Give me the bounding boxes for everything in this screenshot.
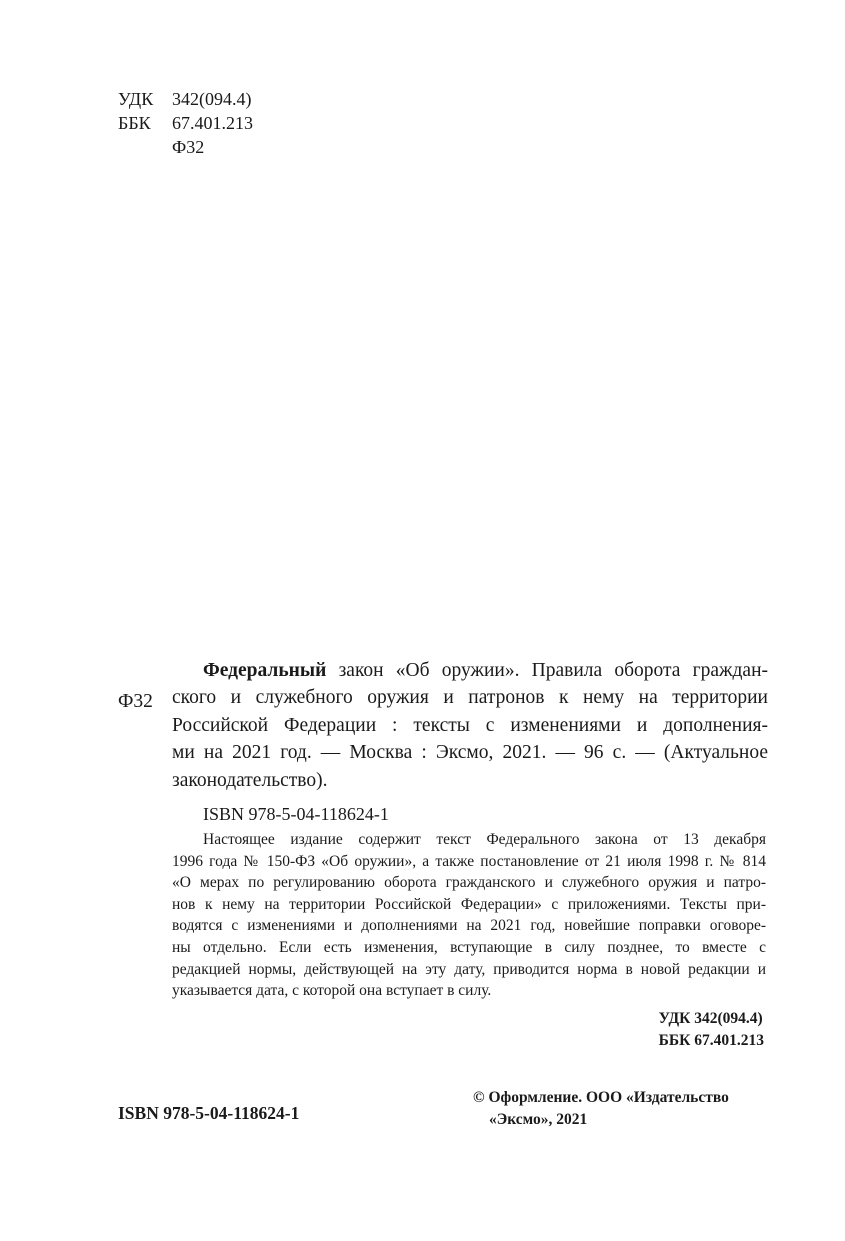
bbk-label: ББК xyxy=(118,113,151,133)
entry-side-mark: Ф32 xyxy=(118,691,153,712)
udk-value: 342(094.4) xyxy=(172,89,252,109)
copyright-line-2: «Эксмо», 2021 xyxy=(489,1111,588,1128)
abstract-line: 1996 года № 150-ФЗ «Об оружии», а также постановление от 21 июля 1998 г. № 814 xyxy=(172,852,766,870)
bbk-code: ББК 67.401.213 xyxy=(658,1031,764,1049)
udk-label: УДК xyxy=(118,89,154,109)
copyright-line-1: © Оформление. ООО «Издательство xyxy=(473,1089,729,1106)
entry-line-1 xyxy=(172,657,768,684)
abstract-line: редакцией нормы, действующей на эту дату, приводится норма в новой редакции и xyxy=(172,960,766,978)
abstract-line: водятся с изменениями и дополнениями на 2021 год, новейшие поправки оговоре- xyxy=(172,917,766,935)
abstract xyxy=(172,829,766,1002)
entry-line-4: ми на 2021 год. — Москва : Эксмо, 2021. — 96 с. — (Актуальное xyxy=(172,742,768,764)
udk-bbk-block xyxy=(659,1008,764,1051)
entry-isbn: ISBN 978-5-04-118624-1 xyxy=(203,804,389,824)
footer-isbn: ISBN 978-5-04-118624-1 xyxy=(118,1103,300,1123)
entry-line-1-rest: закон «Об оружии». Правила оборота граждан- xyxy=(338,660,769,681)
bbk-header-line xyxy=(118,111,253,135)
abstract-line: «О мерах по регулированию оборота гражданского и служебного оружия и патро- xyxy=(172,874,766,892)
entry-line-3: Российской Федерации : тексты с изменениями и дополнения- xyxy=(172,714,768,736)
abstract-line: указывается дата, с которой она вступает в силу. xyxy=(172,982,492,1000)
bibliographic-entry xyxy=(172,657,768,794)
abstract-line: ны отдельно. Если есть изменения, вступающие в силу позднее, то вместе с xyxy=(172,938,766,956)
copyright-notice xyxy=(473,1087,729,1131)
entry-title-bold: Федеральный xyxy=(203,660,327,681)
abstract-line: Настоящее издание содержит текст Федерального закона от 13 декабря xyxy=(203,831,766,848)
entry-line-2: ского и служебного оружия и патронов к нему на территории xyxy=(172,687,768,709)
author-mark: Ф32 xyxy=(172,137,205,157)
udk-header-line xyxy=(118,87,252,111)
entry-line-5: законодательство). xyxy=(172,769,328,791)
abstract-line: нов к нему на территории Российской Федерации» с приложениями. Тексты при- xyxy=(172,895,766,913)
bbk-value: 67.401.213 xyxy=(172,113,253,133)
udk-code: УДК 342(094.4) xyxy=(658,1010,763,1027)
